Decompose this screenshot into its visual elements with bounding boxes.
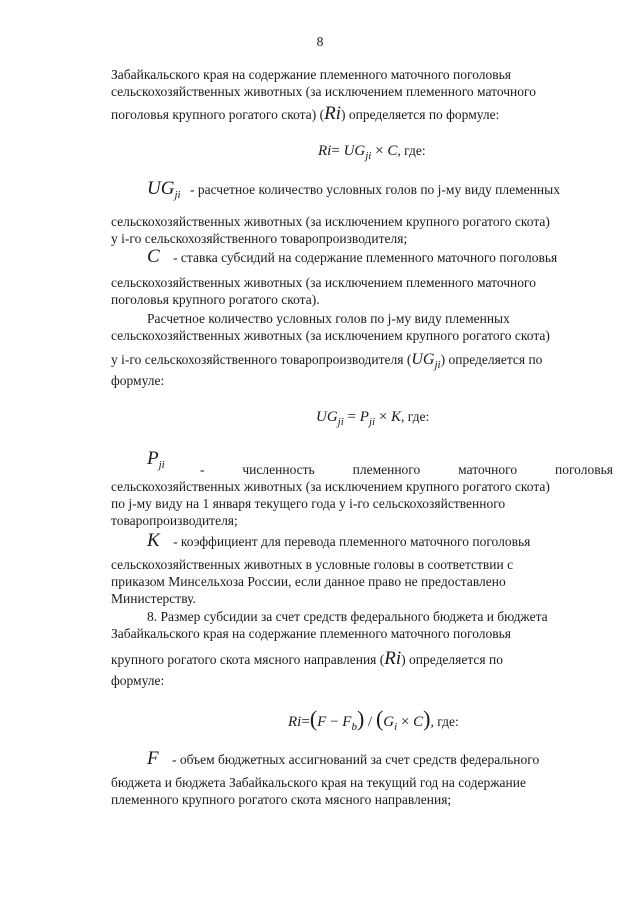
- formula-term: C: [387, 143, 398, 159]
- formula-eq: =: [301, 714, 310, 730]
- paragraph-line: приказом Минсельхоза России, если данное право не предоставлено: [111, 574, 506, 589]
- paragraph-line: племенного крупного рогатого скота мясного направления;: [111, 792, 452, 807]
- definition-c: [147, 246, 613, 267]
- symbol-sub: ji: [434, 359, 441, 371]
- page-number: 8: [316, 34, 324, 49]
- paragraph-line: формуле:: [111, 373, 165, 388]
- formula-tail: , где:: [397, 143, 426, 158]
- formula-sub: i: [394, 721, 398, 733]
- symbol-f: F: [147, 748, 159, 769]
- formula-sub: b: [351, 721, 357, 733]
- paragraph-line: Забайкальского края на содержание племенного маточного поголовья: [111, 626, 512, 641]
- definition-text: - ставка субсидий на содержание племенного маточного поголовья: [173, 250, 558, 265]
- formula-op: −: [326, 714, 343, 730]
- paragraph-line: по j-му виду на 1 января текущего года у i-го сельскохозяйственного: [111, 496, 506, 511]
- formula-ug: [316, 409, 429, 428]
- definition-text: - объем бюджетных ассигнований за счет средств федерального: [171, 752, 540, 767]
- paragraph-line: [111, 648, 613, 669]
- formula-term: UG: [343, 143, 366, 159]
- text-fragment: крупного рогатого скота мясного направления (: [111, 652, 385, 667]
- text-fragment: ) определяется по формуле:: [340, 107, 500, 122]
- paragraph-line: [111, 352, 613, 373]
- formula-tail: , где:: [430, 714, 459, 729]
- formula-lhs: UG: [316, 409, 338, 425]
- paragraph-line: сельскохозяйственных животных (за исключением крупного рогатого скота): [111, 328, 550, 343]
- definition-k: [147, 530, 613, 551]
- formula-lhs: Ri: [318, 143, 332, 159]
- formula-term: K: [391, 409, 402, 425]
- symbol-k: K: [147, 530, 160, 551]
- paragraph-line: Забайкальского края на содержание племенного маточного поголовья: [111, 67, 512, 82]
- symbol-sub: ji: [174, 189, 181, 201]
- text-fragment: ) определяется по: [440, 352, 543, 367]
- formula-paren: ): [423, 706, 431, 731]
- formula-term: C: [413, 714, 424, 730]
- formula-eq: =: [343, 409, 360, 425]
- paragraph-line: формуле:: [111, 673, 165, 688]
- formula-tail: , где:: [401, 409, 430, 424]
- word: численность: [242, 462, 315, 477]
- symbol-ri: Ri: [324, 103, 341, 124]
- formula-term: P: [359, 409, 369, 425]
- formula-sub: ji: [337, 416, 344, 428]
- text-fragment: ) определяется по: [401, 652, 503, 667]
- paragraph-line: Расчетное количество условных голов по j-му виду племенных: [147, 311, 510, 326]
- formula-op: ×: [397, 714, 414, 730]
- formula-op: /: [364, 714, 376, 730]
- symbol-c: C: [147, 246, 160, 267]
- definition-p-symbol: [147, 448, 165, 471]
- word: -: [200, 462, 205, 477]
- paragraph-line: сельскохозяйственных животных (за исключением племенного маточного: [111, 84, 536, 99]
- definition-text: - расчетное количество условных голов по j-му виду племенных: [189, 182, 560, 197]
- text-fragment: у i-го сельскохозяйственного товаропроизводителя (: [111, 352, 412, 367]
- symbol-ri: Ri: [384, 648, 402, 669]
- symbol-p: P: [147, 448, 159, 469]
- formula-paren: ): [356, 706, 365, 731]
- definition-f: [147, 748, 613, 769]
- symbol-ug: UG: [411, 351, 435, 368]
- paragraph-line: сельскохозяйственных животных (за исключением крупного рогатого скота): [111, 479, 550, 494]
- formula-op: ×: [371, 143, 388, 159]
- text-fragment: поголовья крупного рогатого скота) (: [111, 107, 325, 122]
- formula-term: G: [383, 714, 395, 730]
- paragraph-line: товаропроизводителя;: [111, 513, 238, 528]
- formula-term: F: [317, 714, 327, 730]
- word: маточного: [458, 462, 518, 477]
- paragraph-line: сельскохозяйственных животных (за исключением крупного рогатого скота): [111, 214, 550, 229]
- definition-text: - коэффициент для перевода племенного маточного поголовья: [173, 534, 531, 549]
- formula-ri-beef: [288, 706, 459, 733]
- symbol-sub: ji: [158, 459, 165, 471]
- paragraph-line: Министерству.: [111, 591, 196, 606]
- paragraph-line: 8. Размер субсидии за счет средств федерального бюджета и бюджета: [147, 609, 548, 624]
- symbol-ug: UG: [147, 178, 175, 199]
- formula-paren: (: [375, 706, 384, 731]
- formula-sub: ji: [368, 416, 376, 428]
- paragraph-line: поголовья крупного рогатого скота).: [111, 292, 320, 307]
- definition-p-line: [200, 462, 613, 478]
- definition-ug: [147, 178, 613, 203]
- formula-term: F: [342, 714, 352, 730]
- word: поголовья: [554, 462, 613, 477]
- formula-op: ×: [375, 409, 392, 425]
- formula-eq: =: [331, 143, 344, 159]
- formula-sub: ji: [365, 150, 372, 162]
- word: племенного: [352, 462, 421, 477]
- paragraph-line: [111, 103, 613, 124]
- paragraph-line: сельскохозяйственных животных (за исключением племенного маточного: [111, 275, 536, 290]
- formula-paren: (: [309, 706, 318, 731]
- paragraph-line: сельскохозяйственных животных в условные головы в соответствии с: [111, 557, 514, 572]
- paragraph-line: у i-го сельскохозяйственного товаропроизводителя;: [111, 231, 408, 246]
- formula-ri: [318, 143, 426, 162]
- paragraph-line: бюджета и бюджета Забайкальского края на текущий год на содержание: [111, 775, 526, 790]
- formula-lhs: Ri: [288, 714, 302, 730]
